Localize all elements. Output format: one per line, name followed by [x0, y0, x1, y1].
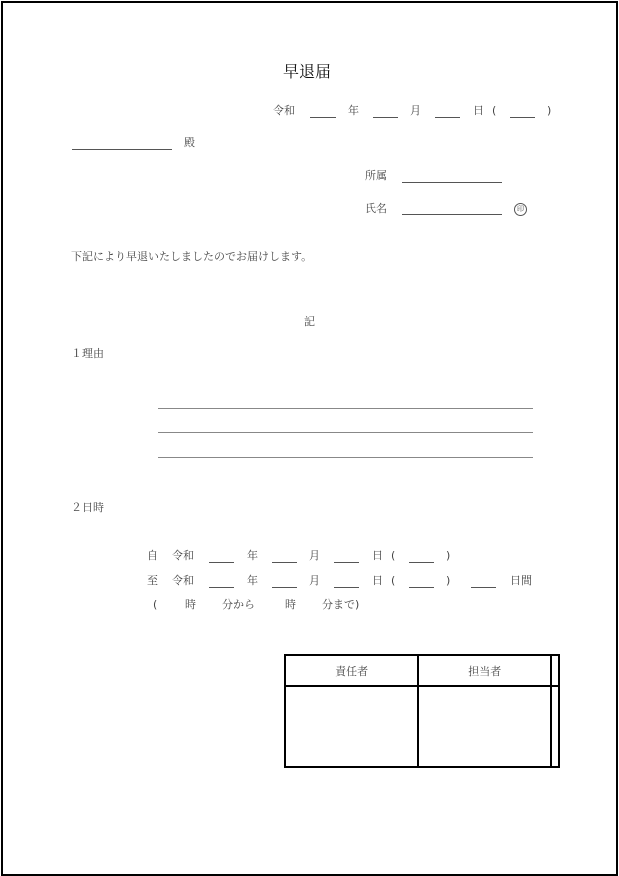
days-count-blank[interactable] — [471, 587, 496, 588]
date-weekday-blank[interactable] — [510, 117, 535, 118]
section-reason-label: １理由 — [71, 347, 104, 360]
section-datetime-label: ２日時 — [71, 501, 104, 514]
approval-header-blank — [551, 655, 559, 686]
approval-seal-manager[interactable] — [285, 686, 418, 767]
days-label: 日間 — [510, 574, 532, 587]
to-month-blank[interactable] — [272, 587, 297, 588]
date-year-blank[interactable] — [310, 117, 336, 118]
date-month-label: 月 — [410, 104, 421, 117]
addressee-blank[interactable] — [72, 149, 172, 150]
to-weekday-blank[interactable] — [409, 587, 434, 588]
from-day-blank[interactable] — [334, 562, 359, 563]
from-year-label: 年 — [247, 549, 258, 562]
approval-seal-staff[interactable] — [418, 686, 551, 767]
reason-line-3[interactable] — [158, 457, 533, 458]
statement-text: 下記により早退いたしましたのでお届けします。 — [71, 250, 313, 263]
affiliation-label: 所属 — [365, 169, 387, 182]
to-month-label: 月 — [309, 574, 320, 587]
from-weekday-close: ) — [446, 549, 451, 562]
to-year-blank[interactable] — [209, 587, 234, 588]
from-day-label: 日 — [372, 549, 383, 562]
approval-seal-blank[interactable] — [551, 686, 559, 767]
date-weekday-open: ( — [492, 104, 497, 117]
approval-header-staff: 担当者 — [418, 655, 551, 686]
time-minute-from: 分から — [222, 598, 255, 611]
from-weekday-open: ( — [391, 549, 396, 562]
from-month-blank[interactable] — [272, 562, 297, 563]
to-day-label: 日 — [372, 574, 383, 587]
to-year-label: 年 — [247, 574, 258, 587]
time-minute-to: 分まで) — [322, 598, 360, 611]
date-era-label: 令和 — [273, 104, 295, 117]
document-title: 早退届 — [283, 62, 332, 81]
from-month-label: 月 — [309, 549, 320, 562]
from-prefix: 自 — [147, 549, 158, 562]
time-hour-to: 時 — [285, 598, 296, 611]
ki-heading: 記 — [304, 315, 315, 328]
addressee-suffix: 殿 — [184, 136, 195, 149]
date-month-blank[interactable] — [373, 117, 398, 118]
from-era: 令和 — [172, 549, 194, 562]
reason-line-2[interactable] — [158, 432, 533, 433]
to-day-blank[interactable] — [334, 587, 359, 588]
approval-table — [284, 654, 560, 768]
to-weekday-close: ) — [446, 574, 451, 587]
time-hour-from: 時 — [185, 598, 196, 611]
from-weekday-blank[interactable] — [409, 562, 434, 563]
reason-line-1[interactable] — [158, 408, 533, 409]
name-blank[interactable] — [402, 214, 502, 215]
seal-mark: 印 — [514, 203, 527, 216]
to-era: 令和 — [172, 574, 194, 587]
date-weekday-close: ) — [547, 104, 552, 117]
date-day-blank[interactable] — [435, 117, 460, 118]
to-weekday-open: ( — [391, 574, 396, 587]
date-year-label: 年 — [348, 104, 359, 117]
approval-header-manager: 責任者 — [285, 655, 418, 686]
date-day-label: 日 — [473, 104, 484, 117]
time-open: ( — [153, 598, 158, 611]
from-year-blank[interactable] — [209, 562, 234, 563]
name-label: 氏名 — [365, 202, 387, 215]
affiliation-blank[interactable] — [402, 182, 502, 183]
to-prefix: 至 — [147, 574, 158, 587]
